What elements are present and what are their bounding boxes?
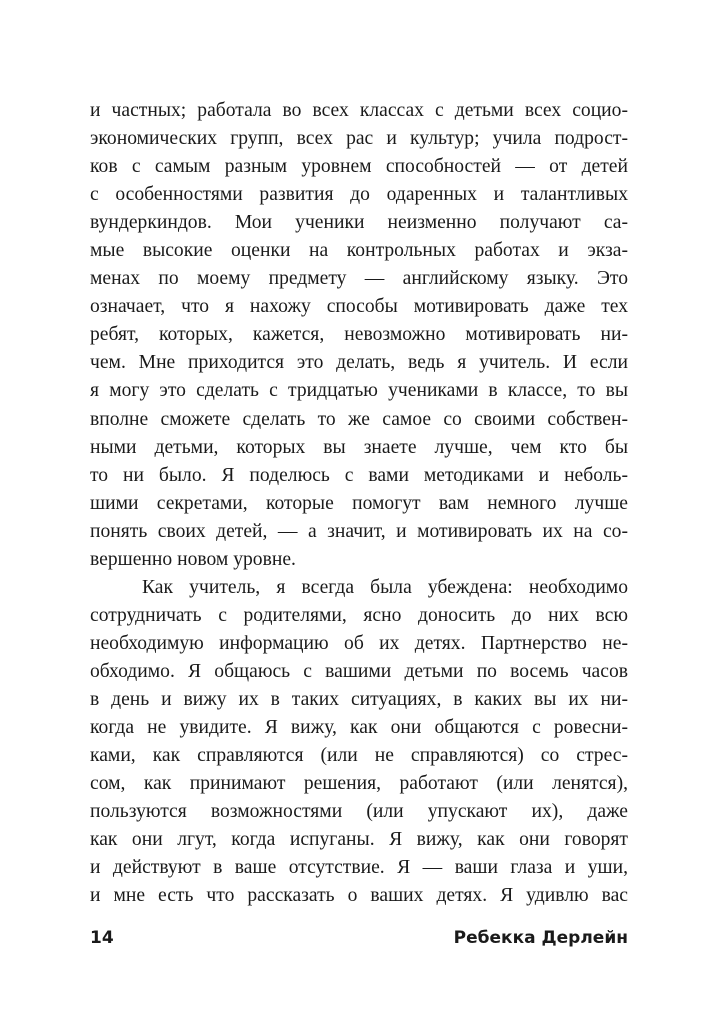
body-text xyxy=(90,97,628,910)
paragraph-1 xyxy=(90,97,628,574)
text-line: ребят, которых, кажется, невозможно мотивировать ни- xyxy=(90,324,628,346)
text-line: пользуются возможностями (или упускают их), даже xyxy=(90,801,628,823)
text-line: шими секретами, которые помогут вам немного лучше xyxy=(90,492,628,514)
text-line: экономических групп, всех рас и культур; учила подрост- xyxy=(90,128,628,150)
text-line: и частных; работала во всех классах с детьми всех социо- xyxy=(90,100,628,121)
paragraph-2 xyxy=(90,574,628,911)
text-line: обходимо. Я общаюсь с вашими детьми по восемь часов xyxy=(90,660,628,682)
text-line: чем. Мне приходится это делать, ведь я учитель. И если xyxy=(90,352,628,374)
text-line: мые высокие оценки на контрольных работах и экза- xyxy=(90,240,628,262)
running-author: Ребекка Дерлейн xyxy=(453,928,628,948)
text-line: Как учитель, я всегда была убеждена: необходимо xyxy=(142,576,628,598)
text-line: менах по моему предмету — английскому языку. Это xyxy=(90,268,628,290)
text-line: когда не увидите. Я вижу, как они общаются с ровесни- xyxy=(90,717,628,739)
text-line: необходимую информацию об их детях. Партнерство не- xyxy=(90,632,628,654)
text-line: сотрудничать с родителями, ясно доносить до них всю xyxy=(90,604,628,626)
text-line: как они лгут, когда испуганы. Я вижу, как они говорят xyxy=(90,829,628,851)
page-footer xyxy=(90,928,628,952)
text-line: вундеркиндов. Мои ученики неизменно получают са- xyxy=(90,212,628,234)
page-number: 14 xyxy=(90,928,114,948)
text-line: означает, что я нахожу способы мотивировать даже тех xyxy=(90,296,628,318)
text-line: понять своих детей, — а значит, и мотивировать их на со- xyxy=(90,520,628,542)
text-line: то ни было. Я поделюсь с вами методиками и неболь- xyxy=(90,464,628,486)
text-line: в день и вижу их в таких ситуациях, в каких вы их ни- xyxy=(90,688,628,710)
text-line: сом, как принимают решения, работают (или ленятся), xyxy=(90,773,628,795)
text-line: вершенно новом уровне. xyxy=(90,548,296,570)
text-line: ными детьми, которых вы знаете лучше, чем кто бы xyxy=(90,436,628,458)
text-line: я могу это сделать с тридцатью учениками в классе, то вы xyxy=(90,380,628,402)
text-line: с особенностями развития до одаренных и талантливых xyxy=(90,184,628,206)
text-line: и действуют в ваше отсутствие. Я — ваши глаза и уши, xyxy=(90,857,628,879)
text-line: и мне есть что рассказать о ваших детях. Я удивлю вас xyxy=(90,885,628,907)
text-line: вполне сможете сделать то же самое со своими собствен- xyxy=(90,408,628,430)
text-line: ками, как справляются (или не справляются) со стрес- xyxy=(90,745,628,767)
text-line: ков с самым разным уровнем способностей — от детей xyxy=(90,156,628,178)
